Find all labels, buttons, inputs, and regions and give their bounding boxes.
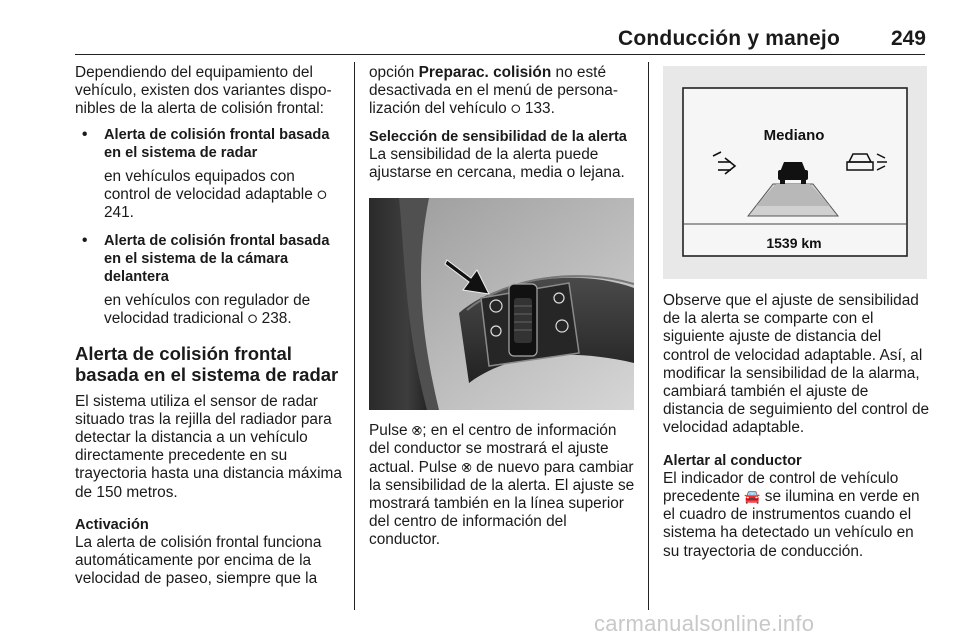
alert-paragraph: El indicador de control de vehículo precedente 🚘 se ilumina en verde en el cuadro de instrumentos cuando el sistema ha detectado un vehículo en su trayectoria de conducción. (663, 469, 920, 560)
page-ref-arrow-icon: ⭘ (247, 312, 258, 327)
page-ref: 238. (261, 310, 292, 328)
car-distance-icon: ⮿ (461, 459, 472, 475)
watermark: carmanualsonline.info (594, 611, 815, 636)
page-ref: 241. (104, 204, 134, 222)
page-ref-arrow-icon: ⭘ (317, 188, 327, 203)
odometer-reading: 1539 km (766, 235, 822, 251)
bullet-body (75, 168, 343, 223)
activation-title: Activación (75, 516, 149, 533)
menu-option: Preparac. colisión (418, 64, 552, 81)
page-number: 249 (890, 27, 926, 50)
page-header (0, 0, 960, 58)
column-2 (369, 64, 637, 550)
bullet-radar (75, 126, 343, 162)
shared-setting-paragraph: Observe que el ajuste de sensibilidad de la alerta se comparte con el siguiente ajuste de distancia del control de velocidad adaptable. Así, al modificar la sensibilidad de la alarma, cambiará también el ajuste de distancia de seguimiento del control de velocidad adaptable. (663, 292, 930, 437)
bullet-text: en vehículos con regulador de velocidad tradicional (104, 292, 311, 328)
column-divider-1 (354, 62, 355, 610)
section-heading: Alerta de colisión frontal basada en el sistema de radar (75, 342, 339, 385)
sensitivity-text: La sensibilidad de la alerta puede ajustarse en cercana, media o lejana. (369, 145, 625, 182)
vehicle-ahead-icon: 🚘 (744, 489, 761, 505)
car-distance-icon: ⮿ (411, 423, 423, 439)
bullet-camera (75, 232, 343, 287)
bullet-body (75, 292, 343, 328)
bullet-text: en vehículos equipados con control de velocidad adaptable (104, 168, 313, 204)
header-rule (75, 54, 925, 55)
driver-info-display (663, 66, 927, 279)
page-ref: 133. (524, 100, 555, 118)
sensitivity-title: Selección de sensibilidad de la alerta (369, 128, 627, 145)
bullet-title: • Alerta de colisión frontal basada en el sistema de radar (104, 126, 330, 161)
column-divider-2 (648, 62, 649, 610)
section-title: Conducción y manejo (618, 27, 840, 50)
column-3 (663, 292, 931, 561)
bullet-title: • Alerta de colisión frontal basada en el sistema de la cámara delantera (104, 232, 330, 286)
option-paragraph: opción Preparac. colisión no esté desactivada en el menú de personalización del vehículo ⭘ 133. (369, 64, 618, 118)
activation-text: La alerta de colisión frontal funciona automáticamente por encima de la velocidad de paseo, siempre que la (75, 534, 322, 588)
sensitivity-label: Mediano (763, 127, 825, 144)
alert-title: Alertar al conductor (663, 452, 802, 469)
press-paragraph: Pulse ⮿; en el centro de información del conductor se mostrará el ajuste actual. Pulse ⮿ de nuevo para cambiar la sensibilidad de la alerta. El ajuste se mostrará también en la línea superior del centro de información del conductor. (369, 422, 635, 549)
column-1 (75, 64, 343, 589)
radar-paragraph: El sistema utiliza el sensor de radar situado tras la rejilla del radiador para detectar la distancia a un vehículo directamente precedente en su trayectoria hasta una distancia máxima de 150 metros. (75, 392, 342, 501)
page-ref-arrow-icon: ⭘ (511, 102, 521, 117)
steering-wheel-photo (369, 198, 634, 410)
intro-paragraph: Dependiendo del equipamiento del vehículo, existen dos variantes disponibles de la alerta de colisión frontal: (75, 64, 332, 118)
